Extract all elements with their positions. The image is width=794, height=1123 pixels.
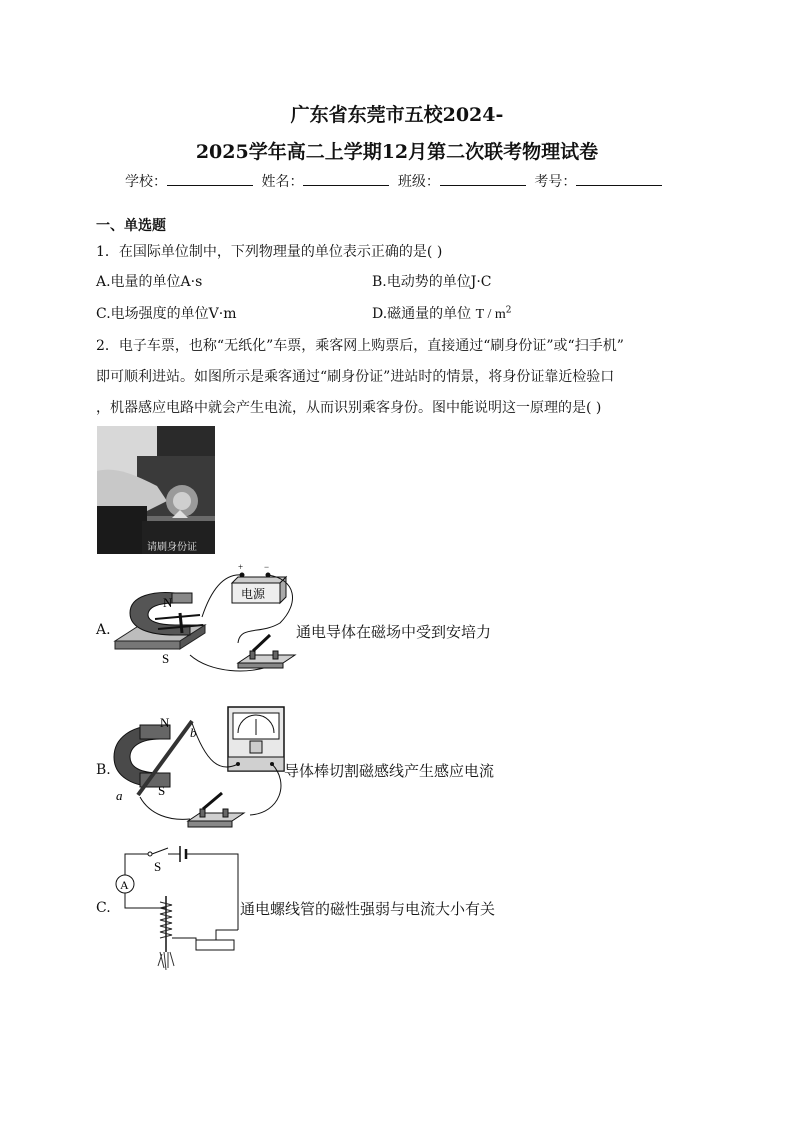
option-a-power-label: 电源 [241,587,266,601]
q1-option-b: B.电动势的单位J·C [372,274,492,290]
option-a-plus: + [238,563,244,572]
school-label: 学校： [125,174,167,190]
q2-stem-line1: 2．电子车票，也称“无纸化”车票，乘客网上购票后，直接通过“刷身份证”或“扫手机” [96,338,624,354]
q2-option-b-figure [110,703,290,835]
option-b-label-a: a [116,788,123,803]
q2-option-a-caption: 通电导体在磁场中受到安培力 [296,623,492,641]
doc-title-line1: 广东省东莞市五校2024- [290,104,504,126]
class-blank[interactable] [440,172,526,186]
option-c-label-s: S [154,859,162,874]
name-label: 姓名： [261,174,304,190]
q1-option-c: C.电场强度的单位V·m [96,306,237,322]
exam-number-blank[interactable] [576,172,662,186]
doc-title-line2: 2025学年高二上学期12月第二次联考物理试卷 [195,141,599,163]
option-a-label-n: N [163,595,173,610]
q1-option-d-exp: 2 [505,305,512,316]
option-b-label-n: N [160,715,170,730]
q1-option-a: A.电量的单位A·s [96,274,203,290]
option-c-ammeter: A [120,878,129,892]
q2-stem-line3: ，机器感应电路中就会产生电流，从而识别乘客身份。图中能说明这一原理的是( ) [96,400,602,416]
option-a-label-s: S [162,651,170,666]
option-a-minus: − [264,563,270,572]
q1-option-d-prefix: D.磁通量的单位 [372,306,472,322]
school-blank[interactable] [167,172,253,186]
exam-number-label: 考号： [534,174,577,190]
q1-stem: 1．在国际单位制中，下列物理量的单位表示正确的是( ) [96,244,443,260]
q2-option-c-caption: 通电螺线管的磁性强弱与电流大小有关 [240,900,496,918]
name-blank[interactable] [303,172,389,186]
option-b-label-b: b [190,725,197,740]
q2-option-b-caption: 导体棒切割磁感线产生感应电流 [284,762,495,780]
option-b-label-s: S [158,783,166,798]
q1-option-d-unit: T / m [475,307,506,322]
q2-option-c-letter: C. [96,900,111,916]
id-card-photo [97,426,215,554]
q2-option-c-figure [108,840,244,976]
q2-option-a-figure [110,563,300,687]
q2-option-b-letter: B. [96,762,111,778]
photo-sign-text: 请刷身份证 [147,542,197,553]
section-title: 一、单选题 [96,218,166,234]
q2-option-a-letter: A. [96,622,111,638]
q2-stem-line2: 即可顺利进站。如图所示是乘客通过“刷身份证”进站时的情景，将身份证靠近检验口 [96,369,615,385]
q1-option-d [372,303,511,323]
class-label: 班级： [397,174,440,190]
info-fields [125,171,666,191]
